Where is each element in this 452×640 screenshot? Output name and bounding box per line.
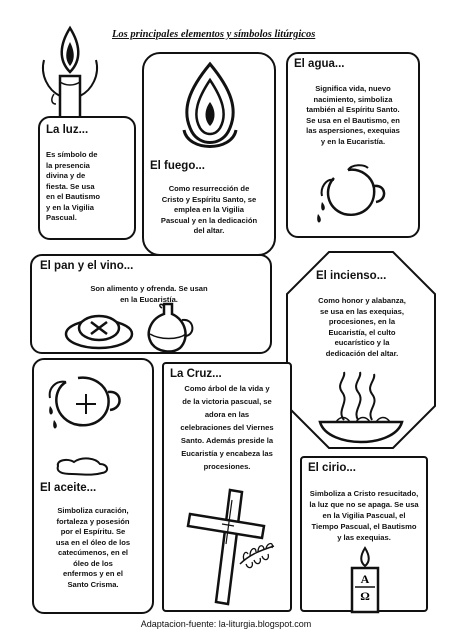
text-line: divina y de xyxy=(46,171,86,180)
source-footer: Adaptacion-fuente: la-liturgia.blogspot.com xyxy=(140,619,312,629)
text-line: Como honor y alabanza, xyxy=(318,296,406,305)
card-cirio-heading: El cirio... xyxy=(308,462,356,474)
text-line: Cristo y Espíritu Santo, se xyxy=(161,194,257,204)
candle-icon xyxy=(30,20,110,120)
alpha-letter: A xyxy=(360,572,370,586)
text-line: óleo de los xyxy=(73,558,113,568)
text-line: en la Eucaristía. xyxy=(120,294,178,304)
text-line: enfermos y en el xyxy=(63,569,123,578)
text-line: nacimiento, simboliza xyxy=(313,94,393,104)
text-line: usa en el óleo de los xyxy=(55,537,131,547)
text-line: Pascual y en la dedicación xyxy=(160,215,258,225)
page-title: Los principales elementos y símbolos litúrgicos xyxy=(112,29,316,40)
paschal-candle-icon xyxy=(340,546,390,612)
card-agua-heading: El agua... xyxy=(294,58,345,70)
card-incienso-text xyxy=(292,296,432,359)
text-line: de la victoria pascual, se xyxy=(182,397,272,406)
text-line: por el Espíritu. Se xyxy=(60,527,126,536)
text-line: fiesta. Se usa xyxy=(46,181,95,191)
text-line: Pascual. xyxy=(46,213,77,222)
text-line: Es símbolo de xyxy=(46,150,98,159)
text-line: catecúmenos, en el xyxy=(57,548,129,557)
flame-icon xyxy=(170,60,250,160)
text-line: Son alimento y ofrenda. Se usan xyxy=(90,284,208,293)
card-luz-text xyxy=(46,150,132,224)
text-line: dedicación del altar. xyxy=(325,348,399,358)
text-line: Como resurrección de xyxy=(168,184,250,193)
card-fuego-text xyxy=(146,184,272,237)
text-line: Simboliza a Cristo resucitado, xyxy=(309,489,419,498)
cross-icon xyxy=(170,484,284,608)
card-aceite-text xyxy=(36,506,150,590)
text-line: la presencia xyxy=(46,160,90,170)
water-pitcher-icon xyxy=(314,158,394,234)
card-pan-vino-heading: El pan y el vino... xyxy=(40,260,134,272)
text-line: Significa vida, nuevo xyxy=(315,84,391,93)
text-line: emplea en la Vigilia xyxy=(174,205,244,214)
card-cruz-text xyxy=(164,382,290,473)
text-line: en la Vigilia Pascual, el xyxy=(322,511,406,520)
text-line: Eucaristía, el culto xyxy=(328,327,396,337)
text-line: se usa en las exequias, xyxy=(319,306,404,316)
oil-stain-icon xyxy=(52,456,112,476)
text-line: fortaleza y posesión xyxy=(56,516,130,526)
text-line: eucarístico y la xyxy=(334,338,390,347)
text-line: procesiones. xyxy=(203,462,251,471)
card-incienso-heading: El incienso... xyxy=(316,270,387,282)
card-cruz-heading: La Cruz... xyxy=(170,368,222,380)
text-line: del altar. xyxy=(193,226,225,235)
card-aceite-heading: El aceite... xyxy=(40,482,97,494)
text-line: Simboliza curación, xyxy=(57,506,129,515)
text-line: la luz que no se apaga. Se usa xyxy=(309,500,419,509)
text-line: Se usa en el Bautismo, en xyxy=(306,115,400,125)
wine-cruet-icon xyxy=(140,300,200,356)
text-line: Tiempo Pascual, el Bautismo xyxy=(311,522,417,531)
text-line: las aspersiones, exequias xyxy=(306,126,400,135)
host-bread-icon xyxy=(64,308,134,352)
omega-letter: Ω xyxy=(360,589,370,603)
card-agua-text xyxy=(290,84,416,147)
card-cirio-text xyxy=(302,488,426,543)
text-line: Santo. Además preside la xyxy=(180,436,274,445)
text-line: también al Espíritu Santo. xyxy=(306,105,400,114)
text-line: y en la Vigilia xyxy=(46,202,94,212)
text-line: y las exequias. xyxy=(337,533,391,542)
card-luz-heading: La luz... xyxy=(46,124,89,136)
oil-pitcher-icon xyxy=(40,368,130,438)
text-line: Eucaristía y encabeza las xyxy=(181,449,273,458)
text-line: procesiones, en la xyxy=(328,317,396,326)
text-line: Santo Crisma. xyxy=(67,579,119,589)
text-line: Como árbol de la vida y xyxy=(184,384,270,393)
text-line: en el Bautismo xyxy=(46,192,101,201)
card-fuego-heading: El fuego... xyxy=(150,160,205,172)
text-line: celebraciones del Viernes xyxy=(180,423,274,432)
incense-bowl-icon xyxy=(316,372,406,444)
text-line: y en la Eucaristía. xyxy=(320,136,386,146)
text-line: adora en las xyxy=(204,410,250,419)
